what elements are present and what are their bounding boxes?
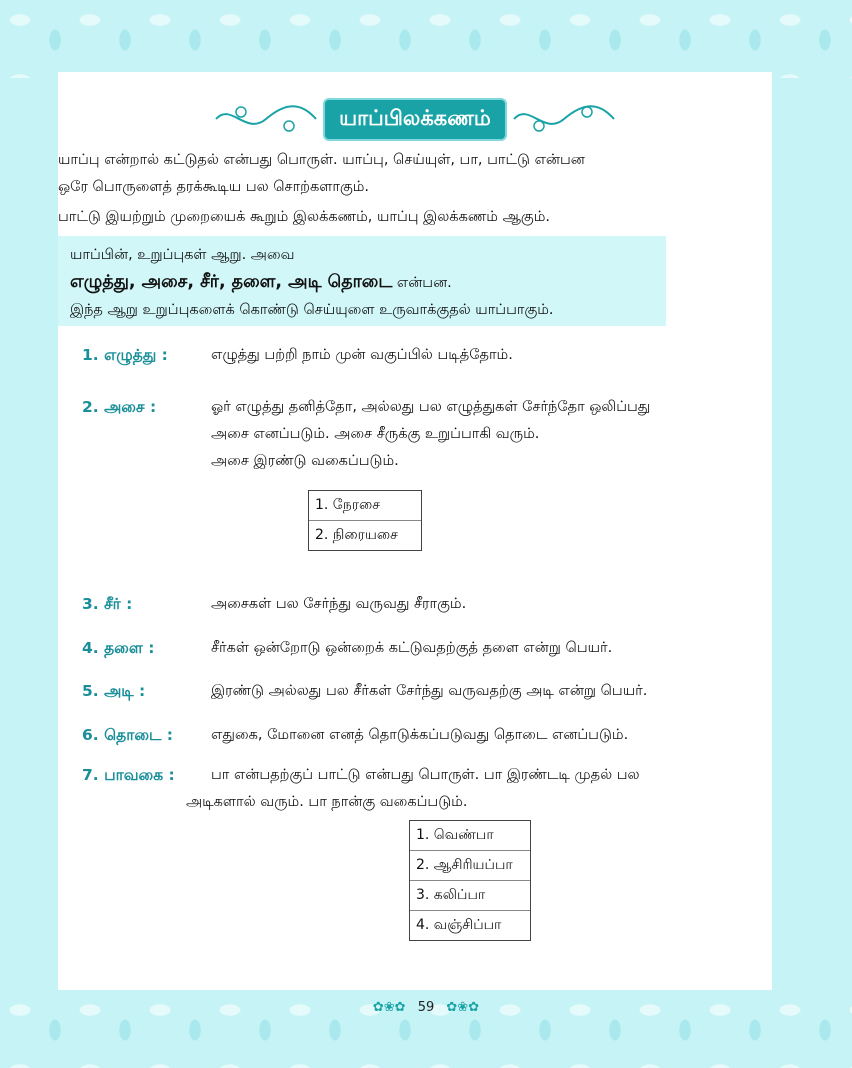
list-item: 1. நேரசை	[315, 497, 380, 513]
item-label: 7. பாவகை :	[82, 766, 175, 784]
left-footer-ornament-icon: ✿❀✿	[372, 1000, 406, 1015]
item-text	[186, 762, 751, 816]
item-label: 1. எழுத்து :	[82, 346, 168, 364]
item-ezhuthu	[58, 342, 772, 372]
item-asai	[58, 394, 772, 478]
box-line: யாப்பின், உறுப்புகள் ஆறு. அவை	[70, 247, 295, 263]
item-label: 3. சீர் :	[82, 595, 133, 613]
list-item: 4. வஞ்சிப்பா	[410, 910, 530, 940]
right-flourish-icon	[509, 100, 619, 138]
item-text	[211, 394, 751, 475]
intro-paragraph-1	[58, 147, 585, 201]
item-label: 2. அசை :	[82, 398, 157, 416]
pa-types-list	[409, 820, 531, 941]
item-text: அசைகள் பல சேர்ந்து வருவது சீராகும்.	[211, 596, 467, 612]
item-text: எதுகை, மோனை எனத் தொடுக்கப்படுவது தொடை எனப்படும்.	[211, 727, 629, 743]
page-title: யாப்பிலக்கணம்	[325, 100, 505, 139]
list-item: 2. ஆசிரியப்பா	[410, 850, 530, 880]
top-decorative-border	[0, 0, 852, 78]
item-label: 5. அடி :	[82, 682, 146, 700]
item-line: அடிகளால் வரும். பா நான்கு வகைப்படும்.	[186, 794, 468, 810]
item-text: சீர்கள் ஒன்றோடு ஒன்றைக் கட்டுவதற்குத் தளை என்று பெயர்.	[211, 640, 613, 656]
parts-suffix: என்பன.	[392, 275, 452, 291]
item-paavagai	[58, 762, 772, 818]
box-line: இந்த ஆறு உறுப்புகளைக் கொண்டு செய்யுளை உருவாக்குதல் யாப்பாகும்.	[70, 302, 554, 318]
asai-types-list	[308, 490, 422, 551]
item-adi	[58, 678, 772, 708]
title-banner	[208, 98, 622, 140]
item-thodai	[58, 722, 772, 752]
list-item: 2. நிரையசை	[309, 520, 421, 550]
page-content	[58, 72, 772, 992]
intro-paragraph-2: பாட்டு இயற்றும் முறையைக் கூறும் இலக்கணம், யாப்பு இலக்கணம் ஆகும்.	[58, 209, 550, 225]
item-line: பா என்பதற்குப் பாட்டு என்பது பொருள். பா இரண்டடி முதல் பல	[211, 767, 640, 783]
intro-line: யாப்பு என்றால் கட்டுதல் என்பது பொருள். யாப்பு, செய்யுள், பா, பாட்டு என்பன	[58, 152, 585, 168]
list-item: 3. கலிப்பா	[410, 880, 530, 910]
left-flourish-icon	[211, 100, 321, 138]
item-text: எழுத்து பற்றி நாம் முன் வகுப்பில் படித்தோம்.	[211, 347, 513, 363]
right-footer-ornament-icon: ✿❀✿	[446, 1000, 480, 1015]
item-label: 4. தளை :	[82, 639, 155, 657]
item-label: 6. தொடை :	[82, 726, 173, 744]
right-margin	[772, 78, 852, 990]
left-margin	[0, 78, 58, 990]
parts-list: எழுத்து, அசை, சீர், தளை, அடி தொடை	[70, 272, 393, 292]
highlight-box	[58, 236, 666, 326]
page-footer	[0, 1000, 852, 1015]
item-line: அசை இரண்டு வகைப்படும்.	[211, 453, 399, 469]
page-number: 59	[417, 1000, 435, 1015]
item-thalai	[58, 635, 772, 665]
item-seer	[58, 591, 772, 621]
item-line: அசை எனப்படும். அசை சீருக்கு உறுப்பாகி வரும்.	[211, 426, 540, 442]
list-item: 1. வெண்பா	[416, 827, 494, 843]
item-text: இரண்டு அல்லது பல சீர்கள் சேர்ந்து வருவதற்கு அடி என்று பெயர்.	[211, 683, 648, 699]
item-line: ஓர் எழுத்து தனித்தோ, அல்லது பல எழுத்துகள் சேர்ந்தோ ஒலிப்பது	[211, 399, 651, 415]
box-line-bold	[70, 269, 666, 297]
intro-line: ஒரே பொருளைத் தரக்கூடிய பல சொற்களாகும்.	[58, 179, 370, 195]
